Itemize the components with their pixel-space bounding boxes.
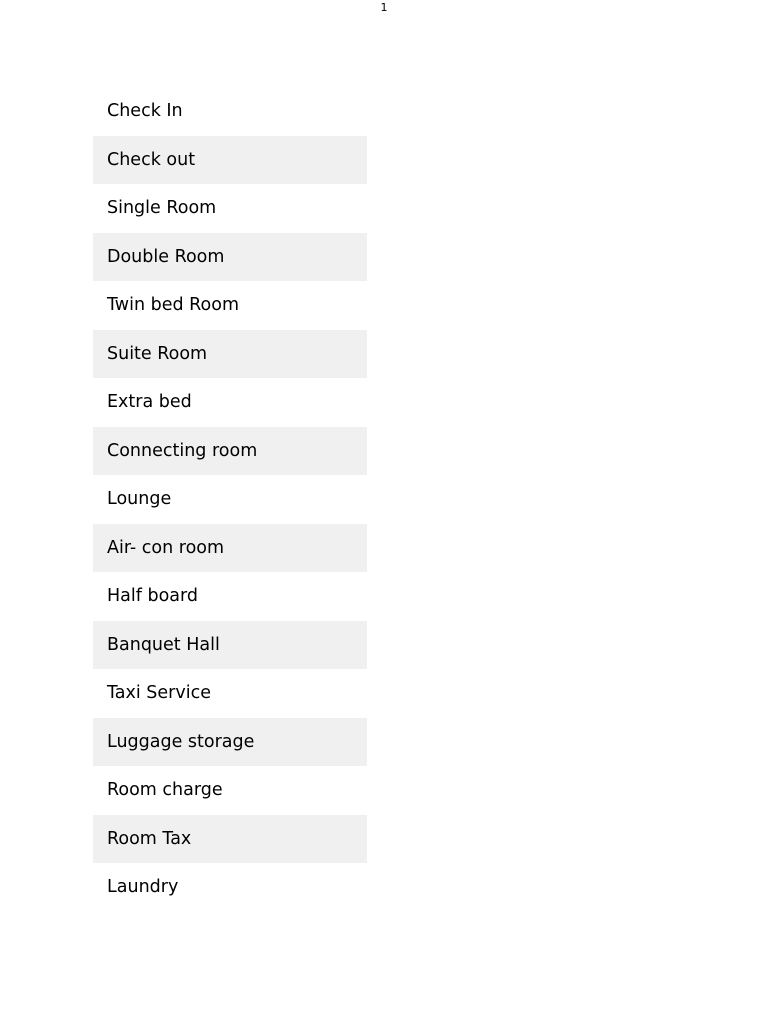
term-cell: Laundry xyxy=(107,877,179,898)
vocabulary-table-body xyxy=(93,87,367,912)
table-row xyxy=(93,378,367,427)
term-cell: Single Room xyxy=(107,198,217,219)
table-row xyxy=(93,281,367,330)
table-row xyxy=(93,863,367,912)
page-number: 1 xyxy=(380,1,388,14)
table-row xyxy=(93,87,367,136)
table-row xyxy=(93,669,367,718)
table-row xyxy=(93,524,367,573)
term-cell: Banquet Hall xyxy=(93,621,367,670)
term-cell: Check In xyxy=(107,101,183,122)
table-row xyxy=(93,330,367,379)
table-row xyxy=(93,572,367,621)
term-cell: Extra bed xyxy=(107,392,192,413)
term-cell: Room Tax xyxy=(93,815,367,864)
vocabulary-table xyxy=(93,87,367,912)
table-row xyxy=(93,136,367,185)
table-row xyxy=(93,766,367,815)
term-cell: Lounge xyxy=(107,489,172,510)
term-cell: Room charge xyxy=(107,780,223,801)
term-cell: Connecting room xyxy=(93,427,367,476)
term-cell: Taxi Service xyxy=(107,683,211,704)
table-row xyxy=(93,718,367,767)
term-cell: Air- con room xyxy=(93,524,367,573)
table-row xyxy=(93,815,367,864)
term-cell: Suite Room xyxy=(93,330,367,379)
table-row xyxy=(93,184,367,233)
table-row xyxy=(93,427,367,476)
term-cell: Luggage storage xyxy=(93,718,367,767)
table-row xyxy=(93,621,367,670)
table-row xyxy=(93,233,367,282)
term-cell: Half board xyxy=(107,586,199,607)
table-row xyxy=(93,475,367,524)
term-cell: Double Room xyxy=(93,233,367,282)
term-cell: Check out xyxy=(93,136,367,185)
term-cell: Twin bed Room xyxy=(107,295,240,316)
